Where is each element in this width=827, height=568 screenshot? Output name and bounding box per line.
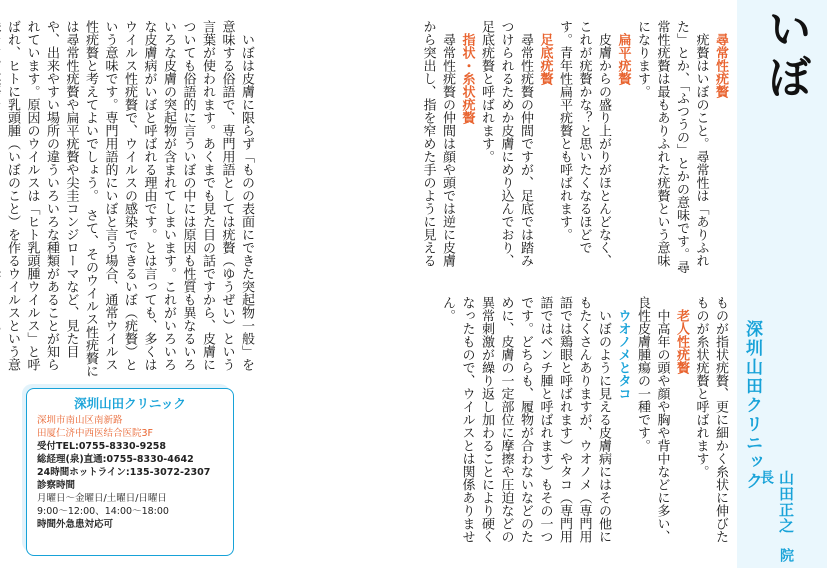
section-body: 中高年の頭や顔や胸や背中などに多い、良性皮膚腫瘍の一種です。 [635,295,670,543]
info-emergency: 時間外急患対応可 [37,519,114,530]
info-clinic-name: 深圳山田クリニック [74,396,186,411]
section-heading: ウオノメとタコ [615,308,631,400]
info-hours-days: 月曜日～金曜日/土曜日/日曜日 [37,493,167,504]
author-name: 山田正之 [777,470,795,534]
section-body: 尋常性疣贅の仲間ですが、足底では踏みつけられるためか皮膚にめり込んでおり、足底疣贅と呼ばれます。 [479,20,533,267]
author [756,470,797,568]
intro-paragraph: いぼは皮膚に限らず「ものの表面にできた突起物一般」を意味する俗語で、専門用語としては疣贅（ゆうぜい）という言葉が使われます。あくまでも見た目の話ですから、皮膚についても俗語的に言ういぼの中には原因も性質も異なるいろいろな皮膚の突起物が含まれてしまいます。これがいろいろな皮膚病がいぼと呼ばれる理由です。とは言っても、多くはウイルス性疣贅で、ウイルスの感染でできるいぼ（疣贅）という意味です。専門用語的にいぼと言う場合、通常ウイルス性疣贅と考えてよいでしょう。 さて、そのウイルス性疣贅には尋常性疣贅や扁平疣贅や尖圭コンジローマなど、見た目や、出来やすい場所の違ういろいろな種類があることが知られています。原因のウイルスは「ヒト乳頭腫ウイルス」と呼ばれ、ヒトに乳頭腫（いぼのこと）を作るウイルスという意 [5,20,254,378]
info-tel: 受付TEL:0755-8330-9258 [37,441,167,452]
section-body: 皮膚からの盛り上がりがほとんどなく、これが疣贅かな？と思いたくなるほどです。青年性扁平疣贅とも呼ばれます。 [557,20,611,267]
clinic-name-vertical: 深圳山田クリニック [742,320,762,491]
info-address-line2: 田厦仁济中西医结合医院3F [37,428,154,439]
clinic-info-box [26,388,234,556]
section-heading: 扁平疣贅 [615,33,631,85]
info-direct: 総経理(泉)直通:0755-8330-4642 [37,454,194,465]
author-role: 院長 [758,470,794,564]
info-hours-time: 9:00～12:00、14:00～18:00 [37,506,169,517]
section-heading: 老人性疣贅 [674,308,689,374]
article-title: いぼ [760,6,811,102]
intro-text-block [5,20,256,380]
section-heading: 指状・糸状疣贅 [459,33,475,124]
section-heading: 足底疣贅 [537,33,553,85]
title-sidebar [737,0,827,568]
section-heading: 尋常性疣贅 [713,33,728,98]
section-body: 尋常性疣贅の仲間は顔や頭では逆に皮膚から突出し、指を窄めた手のように見えるものが指状疣贅、更に細かく糸状に伸びたものが糸状疣贅と呼ばれます。 [420,20,728,543]
info-hours-label: 診察時間 [37,480,76,491]
section-body: 疣贅はいぼのこと。尋常性は「ありふれた」とか、「ふつうの」とかの意味です。尋常性疣贅は最もありふれた疣贅という意味になります。 [635,20,709,274]
sections-text-block [260,20,730,555]
info-address-line1: 深圳市南山区南新路 [37,415,123,426]
section-body: いぼのように見える皮膚病にはその他にもたくさんありますが、ウオノメ（専門用語では鶏眼と呼ばれます）やタコ（専門用語ではベンチ腫と呼ばれます）もその一つです。どちらも、履物が合わないなどのために、皮膚の一定部位に摩擦や圧迫などの異常刺激が繰り返し加わることにより硬くなったもので、ウイルスとは関係ありません。 [440,295,611,543]
info-hotline: 24時間ホットライン:135-3072-2307 [37,467,211,478]
